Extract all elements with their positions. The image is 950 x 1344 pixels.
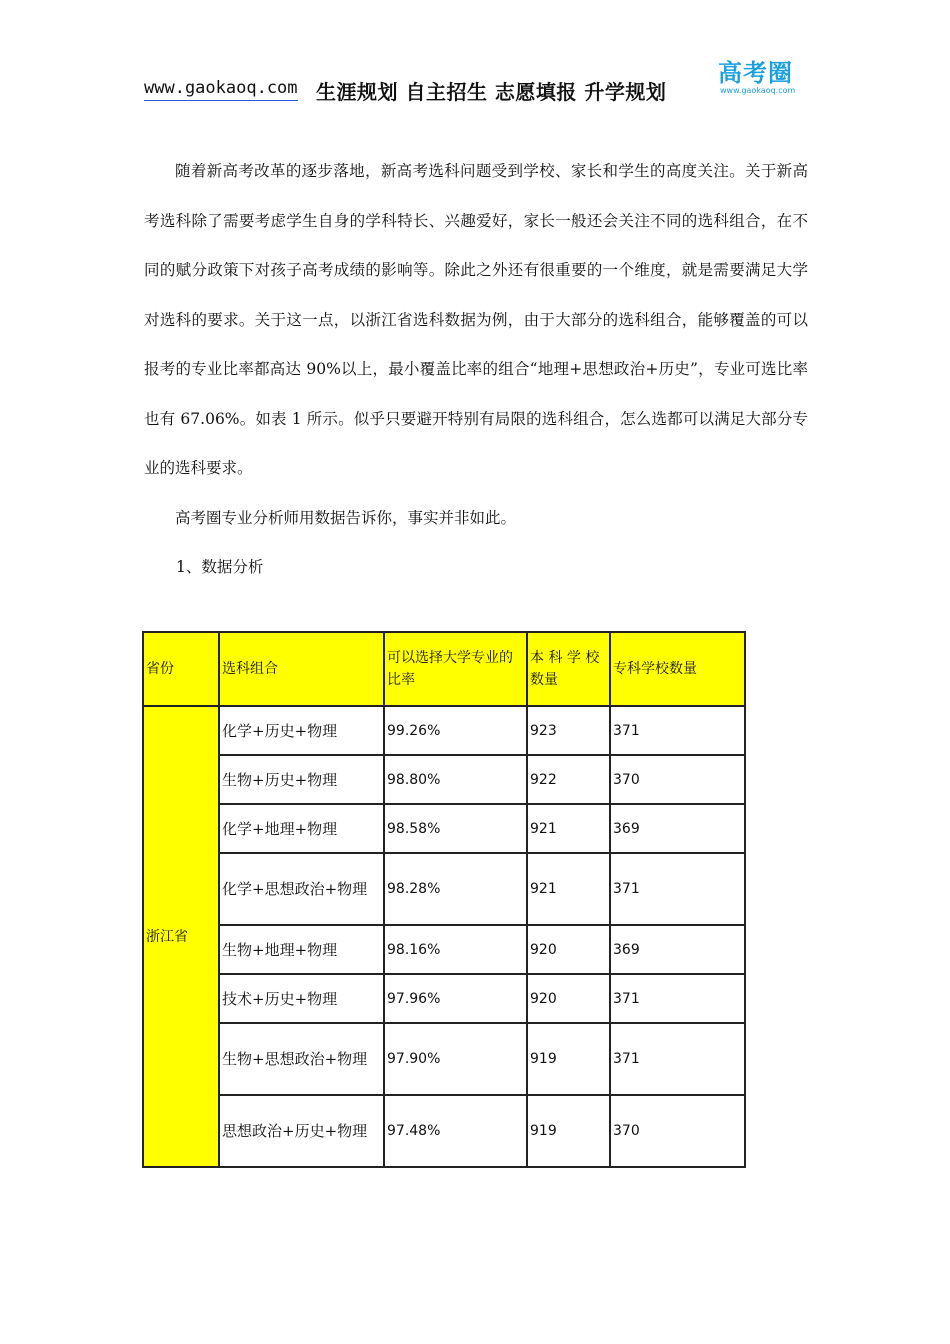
table-row xyxy=(143,853,745,925)
college-cell: 371 xyxy=(610,1023,745,1095)
header-college: 专科学校数量 xyxy=(610,632,745,706)
ratio-cell: 97.90% xyxy=(384,1023,527,1095)
college-cell: 371 xyxy=(610,853,745,925)
college-cell: 371 xyxy=(610,706,745,755)
college-cell: 370 xyxy=(610,755,745,804)
college-cell: 371 xyxy=(610,974,745,1023)
combination-cell: 化学+地理+物理 xyxy=(219,804,384,853)
combination-cell: 化学+思想政治+物理 xyxy=(219,853,384,925)
paragraph-claim: 高考圈专业分析师用数据告诉你，事实并非如此。 xyxy=(175,508,517,527)
logo-text: 高考圈 xyxy=(718,59,793,87)
header-province: 省份 xyxy=(143,632,219,706)
combination-cell: 技术+历史+物理 xyxy=(219,974,384,1023)
combination-cell: 思想政治+历史+物理 xyxy=(219,1095,384,1167)
header-tagline: 生涯规划 自主招生 志愿填报 升学规划 xyxy=(316,80,667,104)
college-cell: 369 xyxy=(610,925,745,974)
ratio-cell: 97.96% xyxy=(384,974,527,1023)
combination-cell: 生物+历史+物理 xyxy=(219,755,384,804)
province-cell: 浙江省 xyxy=(143,706,219,1167)
ratio-cell: 98.28% xyxy=(384,853,527,925)
paragraph-intro: 随着新高考改革的逐步落地，新高考选科问题受到学校、家长和学生的高度关注。关于新高考选科除了需要考虑学生自身的学科特长、兴趣爱好，家长一般还会关注不同的选科组合，在不同的赋分政策下对孩子高考成绩的影响等。除此之外还有很重要的一个维度，就是需要满足大学对选科的要求。关于这一点，以浙江省选科数据为例，由于大部分的选科组合，能够覆盖的可以报考的专业比率都高达 90%以上，最小覆盖比率的组合“地理+思想政治+历史”，专业可选比率也有 67.06%。如表 1 所示。似乎只要避开特别有局限的选科组合，怎么选都可以满足大部分专业的选科要求。 xyxy=(144,162,808,477)
ratio-cell: 97.48% xyxy=(384,1095,527,1167)
logo-url: www.gaokaoq.com xyxy=(720,86,796,95)
section-heading: 1、数据分析 xyxy=(176,558,264,576)
header-combination: 选科组合 xyxy=(219,632,384,706)
undergrad-cell: 921 xyxy=(527,804,610,853)
site-url-link[interactable]: www.gaokaoq.com xyxy=(144,78,298,101)
undergrad-cell: 921 xyxy=(527,853,610,925)
ratio-cell: 98.16% xyxy=(384,925,527,974)
college-cell: 369 xyxy=(610,804,745,853)
ratio-cell: 99.26% xyxy=(384,706,527,755)
page-header xyxy=(144,76,814,108)
table-row xyxy=(143,1095,745,1167)
table-row xyxy=(143,755,745,804)
combination-cell: 生物+思想政治+物理 xyxy=(219,1023,384,1095)
header-undergrad: 本 科 学 校数量 xyxy=(527,632,610,706)
table-row xyxy=(143,804,745,853)
undergrad-cell: 919 xyxy=(527,1023,610,1095)
table-row xyxy=(143,1023,745,1095)
undergrad-cell: 923 xyxy=(527,706,610,755)
table-row xyxy=(143,974,745,1023)
header-ratio: 可以选择大学专业的比率 xyxy=(384,632,527,706)
combination-cell: 生物+地理+物理 xyxy=(219,925,384,974)
article-body xyxy=(144,147,808,593)
undergrad-cell: 922 xyxy=(527,755,610,804)
gaokaoq-logo xyxy=(718,60,798,100)
combination-cell: 化学+历史+物理 xyxy=(219,706,384,755)
ratio-cell: 98.80% xyxy=(384,755,527,804)
ratio-cell: 98.58% xyxy=(384,804,527,853)
undergrad-cell: 920 xyxy=(527,925,610,974)
undergrad-cell: 919 xyxy=(527,1095,610,1167)
undergrad-cell: 920 xyxy=(527,974,610,1023)
college-cell: 370 xyxy=(610,1095,745,1167)
table-row xyxy=(143,925,745,974)
table-header-row xyxy=(143,632,745,706)
table-row xyxy=(143,706,745,755)
subject-combination-table xyxy=(142,631,746,1168)
